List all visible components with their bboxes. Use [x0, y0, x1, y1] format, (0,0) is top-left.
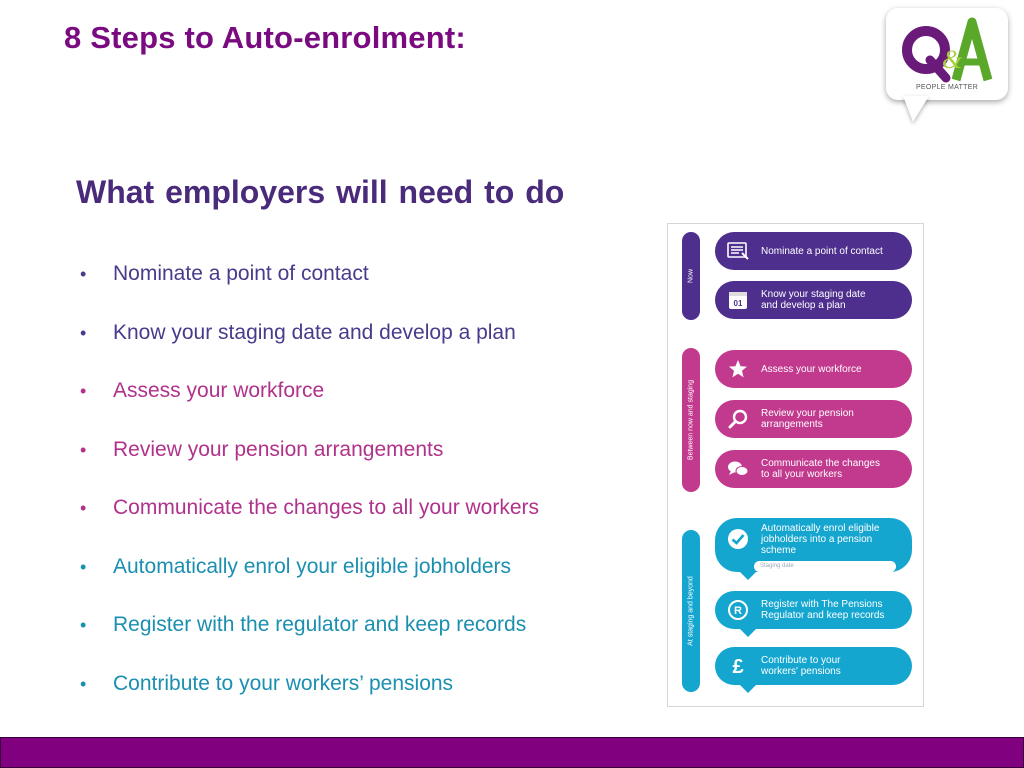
bullet-icon: • — [80, 615, 87, 635]
step-label: Register with the regulator and keep records — [113, 613, 527, 636]
speech-bubbles-icon — [725, 456, 751, 482]
diagram-item-label: Contribute to your workers' pensions — [761, 655, 841, 677]
checkmark-icon — [725, 526, 751, 552]
footer-bar — [0, 737, 1024, 768]
logo-speech-tail — [903, 96, 929, 122]
diagram-item — [715, 350, 912, 388]
pointer-notch — [740, 685, 756, 693]
registered-icon — [725, 597, 751, 623]
step-label: Nominate a point of contact — [113, 262, 369, 285]
diagram-item-label: Automatically enrol eligible jobholders into a pension scheme — [761, 522, 880, 556]
phase-label: At staging and beyond — [687, 576, 695, 646]
bullet-icon: • — [80, 381, 87, 401]
svg-text:&: & — [942, 45, 963, 74]
list-item — [80, 496, 539, 555]
slide-title: 8 Steps to Auto-enrolment: — [64, 20, 466, 55]
phase-rail-now — [682, 232, 700, 320]
list-item — [80, 672, 539, 731]
diagram-item-label: Nominate a point of contact — [761, 245, 883, 257]
bullet-icon: • — [80, 322, 87, 343]
list-item — [80, 613, 539, 672]
svg-text:R: R — [734, 605, 742, 617]
calendar-day: 01 — [733, 299, 743, 308]
calendar-icon — [725, 287, 751, 313]
magnifier-icon — [725, 406, 751, 432]
steps-list — [80, 262, 539, 730]
diagram-item-label: Know your staging date and develop a plan — [761, 289, 866, 311]
diagram-item-label: Register with The Pensions Regulator and keep records — [761, 599, 885, 621]
list-item — [80, 555, 539, 614]
diagram-item-label: Review your pension arrangements — [761, 408, 854, 430]
step-label: Contribute to your workers’ pensions — [113, 671, 454, 695]
list-item — [80, 438, 539, 497]
bullet-icon: • — [80, 498, 87, 518]
contact-card-icon — [725, 238, 751, 264]
diagram-item — [715, 281, 912, 319]
diagram-item-label: Communicate the changes to all your workers — [761, 458, 880, 480]
pointer-notch — [740, 629, 756, 637]
diagram-item — [715, 647, 912, 685]
phase-label: Now — [687, 268, 695, 284]
diagram-item — [715, 400, 912, 438]
section-heading: What employers will need to do — [76, 174, 565, 210]
step-label: Communicate the changes to all your workers — [113, 496, 540, 519]
pound-icon — [725, 653, 751, 679]
list-item — [80, 321, 539, 380]
list-item — [80, 379, 539, 438]
logo-tagline: PEOPLE MATTER — [915, 84, 979, 91]
phase-rail-between — [682, 348, 700, 492]
star-icon — [725, 356, 751, 382]
staging-date-label: Staging date — [754, 561, 896, 572]
phase-rail-staging — [682, 530, 700, 692]
step-label: Know your staging date and develop a plan — [113, 320, 516, 344]
diagram-item-label: Assess your workforce — [761, 363, 862, 375]
diagram-item — [715, 232, 912, 270]
step-label: Assess your workforce — [113, 379, 325, 402]
bullet-icon: • — [80, 264, 87, 284]
q-and-a-logo-icon — [886, 8, 1008, 88]
bullet-icon: • — [80, 673, 87, 694]
svg-text:£: £ — [732, 656, 744, 677]
list-item — [80, 262, 539, 321]
step-label: Automatically enrol your eligible jobholders — [113, 554, 512, 578]
company-logo — [886, 8, 1008, 100]
bullet-icon: • — [80, 556, 87, 577]
diagram-item — [715, 450, 912, 488]
phase-label: Between now and staging — [687, 379, 695, 461]
bullet-icon: • — [80, 439, 87, 460]
pointer-notch — [740, 572, 756, 580]
diagram-item — [715, 591, 912, 629]
steps-diagram — [667, 223, 924, 707]
step-label: Review your pension arrangements — [113, 437, 444, 461]
